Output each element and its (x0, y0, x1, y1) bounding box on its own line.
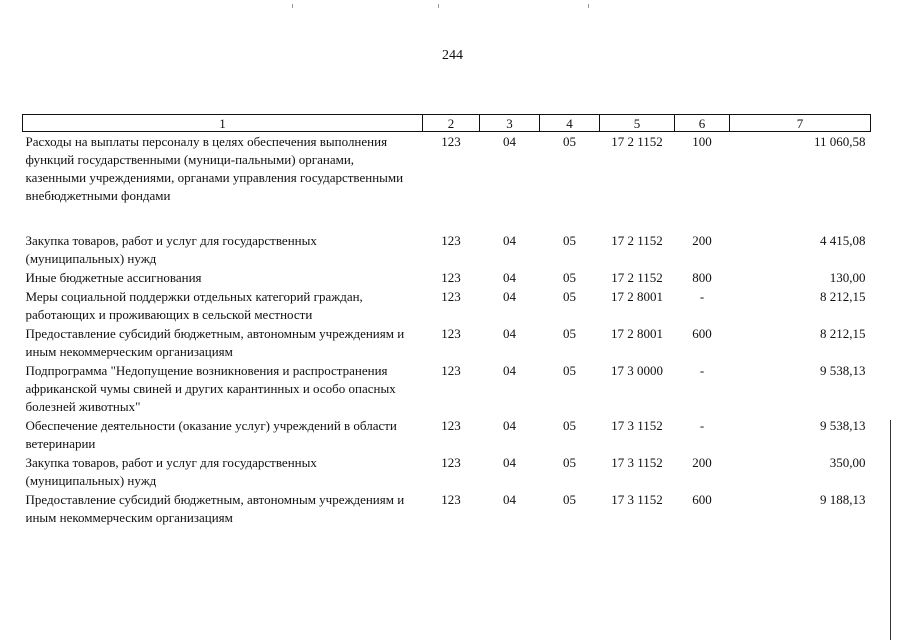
table-row (23, 287, 871, 324)
section-code: 04 (503, 233, 516, 248)
expense-type: 100 (692, 134, 712, 149)
amount: 4 415,08 (820, 233, 866, 248)
expense-type: - (699, 363, 705, 378)
column-header: 7 (730, 115, 871, 132)
subsection-code: 05 (563, 289, 576, 304)
subsection-code: 05 (563, 326, 576, 341)
ministry-code: 123 (441, 492, 461, 507)
amount: 130,00 (829, 270, 866, 285)
section-code: 04 (503, 270, 516, 285)
subsection-code: 05 (563, 418, 576, 433)
expense-type: 800 (692, 270, 712, 285)
scan-dot (588, 4, 589, 8)
expense-type: 200 (692, 233, 712, 248)
subsection-code: 05 (563, 492, 576, 507)
expense-type: - (699, 418, 705, 433)
target-article: 17 2 1152 (611, 233, 663, 248)
table-row (23, 490, 871, 527)
table-row (23, 231, 871, 268)
target-article: 17 2 1152 (611, 134, 663, 149)
amount: 8 212,15 (820, 326, 866, 341)
column-header: 4 (540, 115, 600, 132)
subsection-code: 05 (563, 134, 576, 149)
subsection-code: 05 (563, 363, 576, 378)
row-spacer (23, 205, 871, 231)
ministry-code: 123 (441, 418, 461, 433)
column-header: 2 (423, 115, 480, 132)
expense-name: Предоставление субсидий бюджетным, автономным учреждениям и иным некоммерческим организациям (25, 326, 405, 359)
section-code: 04 (503, 289, 516, 304)
target-article: 17 3 1152 (611, 492, 663, 507)
target-article: 17 2 1152 (611, 270, 663, 285)
target-article: 17 2 8001 (611, 289, 663, 304)
section-code: 04 (503, 363, 516, 378)
scan-dot (292, 4, 293, 8)
budget-table (22, 114, 871, 527)
expense-type: - (699, 289, 705, 304)
section-code: 04 (503, 455, 516, 470)
ministry-code: 123 (441, 326, 461, 341)
expense-name: Обеспечение деятельности (оказание услуг) учреждений в области ветеринарии (25, 418, 397, 451)
target-article: 17 3 0000 (611, 363, 663, 378)
column-header: 3 (480, 115, 540, 132)
table-row (23, 361, 871, 416)
expense-type: 200 (692, 455, 712, 470)
amount: 9 538,13 (820, 418, 866, 433)
column-header: 1 (23, 115, 423, 132)
ministry-code: 123 (441, 233, 461, 248)
ministry-code: 123 (441, 363, 461, 378)
table-row (23, 132, 871, 206)
scan-dot (438, 4, 439, 8)
expense-name: Подпрограмма "Недопущение возникновения и распространения африканской чумы свиней и других карантинных и особо опасных болезней животных" (25, 363, 396, 414)
header-row (23, 115, 871, 132)
section-code: 04 (503, 492, 516, 507)
scan-edge-line (890, 420, 891, 640)
expense-type: 600 (692, 492, 712, 507)
expense-name: Иные бюджетные ассигнования (25, 270, 202, 285)
column-header: 6 (675, 115, 730, 132)
subsection-code: 05 (563, 233, 576, 248)
table-row (23, 453, 871, 490)
ministry-code: 123 (441, 455, 461, 470)
section-code: 04 (503, 134, 516, 149)
target-article: 17 3 1152 (611, 418, 663, 433)
expense-name: Меры социальной поддержки отдельных категорий граждан, работающих и проживающих в сельской местности (25, 289, 363, 322)
page-number: 244 (442, 48, 463, 63)
table-row (23, 416, 871, 453)
section-code: 04 (503, 326, 516, 341)
amount: 11 060,58 (813, 134, 866, 149)
amount: 8 212,15 (820, 289, 866, 304)
subsection-code: 05 (563, 270, 576, 285)
target-article: 17 2 8001 (611, 326, 663, 341)
expense-name: Закупка товаров, работ и услуг для государственных (муниципальных) нужд (25, 233, 317, 266)
subsection-code: 05 (563, 455, 576, 470)
amount: 9 188,13 (820, 492, 866, 507)
table-row (23, 324, 871, 361)
ministry-code: 123 (441, 134, 461, 149)
section-code: 04 (503, 418, 516, 433)
table-row (23, 268, 871, 287)
expense-type: 600 (692, 326, 712, 341)
expense-name: Закупка товаров, работ и услуг для государственных (муниципальных) нужд (25, 455, 317, 488)
column-header: 5 (600, 115, 675, 132)
expense-name: Расходы на выплаты персоналу в целях обеспечения выполнения функций государственными (муници-пальными) органами, казенными учреждениями, органами управления государственными внебюджетными фондами (25, 134, 404, 203)
target-article: 17 3 1152 (611, 455, 663, 470)
ministry-code: 123 (441, 289, 461, 304)
ministry-code: 123 (441, 270, 461, 285)
expense-name: Предоставление субсидий бюджетным, автономным учреждениям и иным некоммерческим организациям (25, 492, 405, 525)
amount: 9 538,13 (820, 363, 866, 378)
amount: 350,00 (829, 455, 866, 470)
